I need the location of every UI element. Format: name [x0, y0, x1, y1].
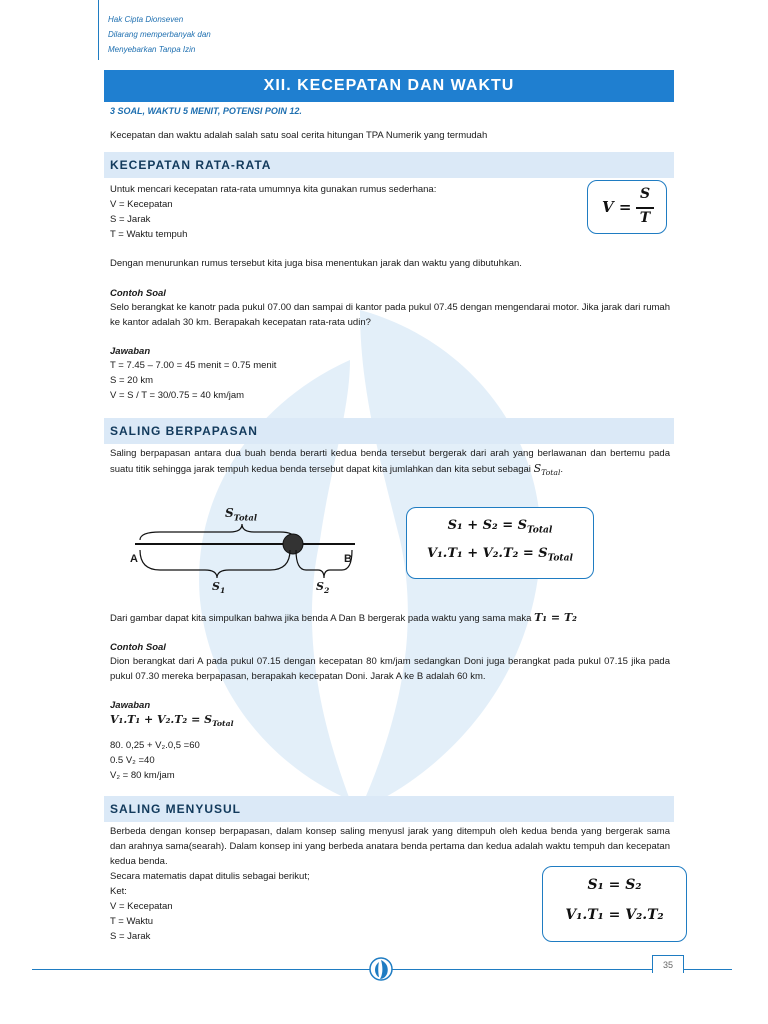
label-s: S [212, 580, 220, 593]
conclusion-math: T₁ = T₂ [534, 611, 577, 624]
formula-text: V₁.T₁ + V₂.T₂ = S [427, 546, 548, 561]
definition-line: S = Jarak [110, 214, 151, 225]
formula-text: S₁ + S₂ = S [447, 518, 528, 533]
label-s: S [316, 580, 324, 593]
jawaban-formula [110, 712, 234, 731]
jawaban-line: 80. 0,25 + V₂.0,5 =60 [110, 740, 200, 751]
berpapasan-paragraph: Saling berpapasan antara dua buah benda berarti kedua benda tersebut bergerak dari arah yang berlawanan dan bertemu pada suatu titik sehingga jarak tempuh kedua benda tersebut dapat kita jumlahkan dan kita sebut sebagai [110, 448, 670, 475]
formula-line-1 [407, 518, 593, 536]
jawaban-line: V = S / T = 30/0.75 = 40 km/jam [110, 390, 245, 401]
definition-line: Untuk mencari kecepatan rata-rata umumnya kita gunakan rumus sederhana: [110, 184, 437, 195]
jawaban-line: 0.5 V₂ =40 [110, 755, 155, 766]
menyusul-line: V = Kecepatan [110, 901, 173, 912]
bottom-brace-s1 [140, 550, 290, 578]
definition-line: V = Kecepatan [110, 199, 173, 210]
formula-lhs: V = [602, 198, 632, 216]
jawaban-label: Jawaban [110, 346, 151, 357]
contoh-soal-label: Contoh Soal [110, 288, 166, 299]
definition-line: T = Waktu tempuh [110, 229, 188, 240]
berpapasan-conclusion [110, 610, 577, 626]
rata-rata-derive: Dengan menurunkan rumus tersebut kita juga bisa menentukan jarak dan waktu yang dibutuhkan. [110, 258, 522, 269]
chapter-intro: Kecepatan dan waktu adalah salah satu soal cerita hitungan TPA Numerik yang termudah [110, 130, 488, 141]
conclusion-text: Dari gambar dapat kita simpulkan bahwa jika benda A Dan B bergerak pada waktu yang sama maka [110, 613, 532, 624]
copyright-line: Dilarang memperbanyak dan [108, 30, 211, 39]
contoh-soal-text: Dion berangkat dari A pada pukul 07.15 dengan kecepatan 80 km/jam sedangkan Doni juga berangkat pada pukul 07.15 jika pada pukul 07.30 mereka berpapasan, berapakah kecepatan Doni. Jarak A ke B adalah 60 km. [110, 656, 670, 682]
menyusul-line: T = Waktu [110, 916, 154, 927]
section-heading-menyusul: SALING MENYUSUL [104, 796, 674, 822]
footer-logo-icon [368, 956, 394, 982]
point-b-label: B [344, 553, 352, 565]
copyright-line: Hak Cipta Dionseven [108, 15, 184, 24]
menyusul-text: Berbeda dengan konsep berpapasan, dalam konsep saling menyusl jarak yang ditempuh oleh kedua benda yang bergerak sama dan arahnya sama(searah). Dalam konsep ini yang berbeda anatara benda pertama dan kedua adalah waktu tempuh dan kecepatan kedua benda. [110, 826, 670, 867]
jawaban-line: S = 20 km [110, 375, 154, 386]
formula-denominator: T [639, 210, 651, 226]
formula-sub: Total [547, 552, 573, 564]
copyright-line: Menyebarkan Tanpa Izin [108, 45, 196, 54]
menyusul-lines [110, 869, 310, 944]
jawaban-line: T = 7.45 – 7.00 = 45 menit = 0.75 menit [110, 360, 277, 371]
formula-line-2 [407, 546, 593, 564]
meeting-point-icon [283, 534, 303, 554]
point-a-label: A [130, 553, 138, 565]
copyright-notice [108, 12, 211, 57]
s-sub: Total [541, 468, 561, 478]
formula-line-1: S₁ = S₂ [587, 877, 642, 893]
s-total-symbol [533, 462, 561, 478]
s1-label [212, 580, 225, 595]
label-s: S [225, 506, 234, 520]
rata-rata-definitions [110, 182, 436, 242]
fraction-bar [636, 207, 654, 209]
berpapasan-text: Saling berpapasan antara dua buah benda berarti kedua benda tersebut bergerak dari arah yang berlawanan dan bertemu pada suatu titik sehingga jarak tempuh kedua benda tersebut dapat kita jumlahkan dan kita sebut sebagai $S_{Total}$. [110, 448, 670, 478]
formula-sub: Total [212, 719, 234, 729]
label-sub: 2 [323, 586, 330, 596]
jawaban-label: Jawaban [110, 700, 151, 711]
s-symbol: S [533, 462, 542, 475]
formula-box-berpapasan [406, 507, 594, 579]
s2-label [316, 580, 329, 595]
formula-line-2: V₁.T₁ = V₂.T₂ [565, 907, 664, 923]
jawaban-lines [110, 738, 200, 783]
contoh-soal-text: Selo berangkat ke kanotr pada pukul 07.00 dan sampai di kantor pada pukul 07.45 dengan mengendarai motor. Jika jarak dari rumah ke kantor adalah 30 km. Berapakah kecepatan rata-rata udin? [110, 302, 670, 328]
contoh-soal-label: Contoh Soal [110, 642, 166, 653]
diagram-top-label [225, 506, 257, 522]
section-heading-rata-rata: KECEPATAN RATA-RATA [104, 152, 674, 178]
chapter-title: XII. KECEPATAN DAN WAKTU [104, 70, 674, 102]
chapter-subtitle: 3 SOAL, WAKTU 5 MENIT, POTENSI POIN 12. [110, 106, 302, 116]
formula-text: V₁.T₁ + V₂.T₂ = S [110, 713, 213, 726]
formula-numerator: S [639, 186, 651, 202]
menyusul-line: S = Jarak [110, 931, 151, 942]
header-rule [98, 0, 99, 60]
menyusul-line: Secara matematis dapat ditulis sebagai berikut; [110, 871, 310, 882]
page-number: 35 [652, 955, 684, 973]
label-sub: Total [233, 512, 258, 523]
top-brace [140, 524, 295, 540]
formula-box-v-s-t [587, 180, 667, 234]
label-sub: 1 [219, 586, 226, 596]
jawaban-line: V₂ = 80 km/jam [110, 770, 175, 781]
jawaban-lines [110, 358, 276, 403]
formula-box-menyusul [542, 866, 687, 942]
menyusul-line: Ket: [110, 886, 127, 897]
formula-sub: Total [527, 524, 553, 536]
section-heading-berpapasan: SALING BERPAPASAN [104, 418, 674, 444]
